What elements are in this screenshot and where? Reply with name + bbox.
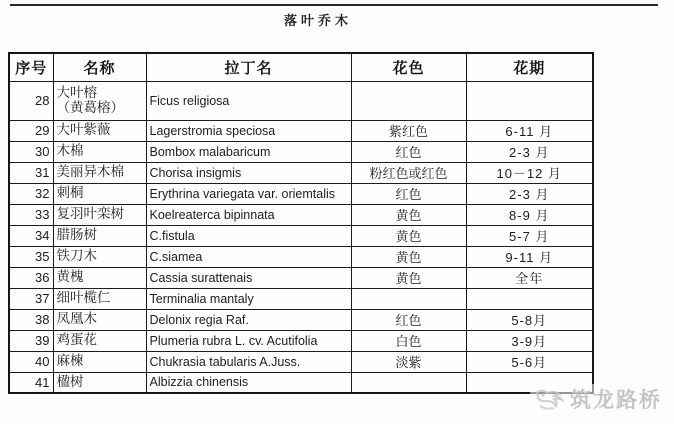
table-row: [9, 246, 593, 267]
row-number: 33: [9, 204, 53, 225]
plant-name-line1: 麻楝: [56, 353, 84, 369]
flower-period: 2-3 月: [466, 183, 593, 204]
flower-period: 全年: [466, 267, 593, 288]
table-row: [9, 162, 593, 183]
latin-name: C.siamea: [146, 246, 351, 267]
table-row: [9, 120, 593, 141]
table-row: [9, 225, 593, 246]
flower-color: 红色: [351, 309, 466, 330]
plant-name-line1: 铁刀木: [56, 248, 97, 264]
plant-name: [53, 267, 146, 288]
row-number: 41: [9, 372, 53, 393]
plant-table: [8, 52, 594, 394]
flower-period: 5-6月: [466, 351, 593, 372]
flower-color: 黄色: [351, 204, 466, 225]
column-header: 花色: [351, 53, 466, 81]
plant-name-line1: 美丽异木棉: [56, 164, 124, 180]
row-number: 36: [9, 267, 53, 288]
top-divider: [10, 4, 658, 6]
plant-name: [53, 330, 146, 351]
row-number: 28: [9, 81, 53, 120]
flower-period: 10－12 月: [466, 162, 593, 183]
plant-name-line1: 凤凰木: [56, 311, 97, 327]
table-row: [9, 372, 593, 393]
plant-name-line2: （黄葛榕）: [56, 99, 124, 115]
table-row: [9, 351, 593, 372]
plant-name-line1: 腊肠树: [56, 227, 97, 243]
row-number: 39: [9, 330, 53, 351]
latin-name: Albizzia chinensis: [146, 372, 351, 393]
table-row: [9, 330, 593, 351]
row-number: 37: [9, 288, 53, 309]
plant-name-line1: 鸡蛋花: [56, 332, 97, 348]
flower-period: 3-9月: [466, 330, 593, 351]
watermark-text: 筑龙路桥: [570, 389, 662, 412]
flower-color: 黄色: [351, 267, 466, 288]
latin-name: Chorisa insigmis: [146, 162, 351, 183]
column-header: 花期: [466, 53, 593, 81]
flower-color: 紫红色: [351, 120, 466, 141]
flower-color: 白色: [351, 330, 466, 351]
plant-name-line1: 黄槐: [56, 269, 84, 285]
column-header: 序号: [9, 53, 53, 81]
column-header: 名称: [53, 53, 146, 81]
latin-name: Plumeria rubra L. cv. Acutifolia: [146, 330, 351, 351]
latin-name: Delonix regia Raf.: [146, 309, 351, 330]
plant-name: [53, 183, 146, 204]
flower-color: [351, 288, 466, 309]
row-number: 30: [9, 141, 53, 162]
flower-color: 淡紫: [351, 351, 466, 372]
flower-color: 粉红色或红色: [351, 162, 466, 183]
plant-name-line1: 复羽叶栾树: [56, 206, 124, 222]
row-number: 35: [9, 246, 53, 267]
plant-name: [53, 141, 146, 162]
flower-period: [466, 81, 593, 120]
row-number: 32: [9, 183, 53, 204]
flower-color: 红色: [351, 183, 466, 204]
latin-name: Ficus religiosa: [146, 81, 351, 120]
flower-period: 5-7 月: [466, 225, 593, 246]
flower-period: 8-9 月: [466, 204, 593, 225]
latin-name: Cassia surattenais: [146, 267, 351, 288]
plant-name: [53, 162, 146, 183]
page-title: 落叶乔木: [283, 13, 352, 28]
plant-name: [53, 81, 146, 120]
latin-name: Lagerstromia speciosa: [146, 120, 351, 141]
watermark: [530, 384, 662, 414]
flower-period: 6-11 月: [466, 120, 593, 141]
latin-name: Erythrina variegata var. oriemtalis: [146, 183, 351, 204]
row-number: 38: [9, 309, 53, 330]
row-number: 31: [9, 162, 53, 183]
flower-color: 黄色: [351, 225, 466, 246]
latin-name: Chukrasia tabularis A.Juss.: [146, 351, 351, 372]
row-number: 34: [9, 225, 53, 246]
plant-name: [53, 246, 146, 267]
table-row: [9, 141, 593, 162]
latin-name: Terminalia mantaly: [146, 288, 351, 309]
flower-period: 9-11 月: [466, 246, 593, 267]
plant-name-line1: 楹树: [56, 374, 84, 390]
plant-name: [53, 372, 146, 393]
plant-name: [53, 120, 146, 141]
flower-period: [466, 288, 593, 309]
flower-color: 黄色: [351, 246, 466, 267]
plant-name: [53, 351, 146, 372]
row-number: 40: [9, 351, 53, 372]
latin-name: Bombox malabaricum: [146, 141, 351, 162]
plant-name: [53, 225, 146, 246]
plant-name-line1: 细叶榄仁: [56, 290, 111, 306]
plant-name: [53, 309, 146, 330]
flower-period: 2-3 月: [466, 141, 593, 162]
flower-color: [351, 372, 466, 393]
latin-name: Koelreaterca bipinnata: [146, 204, 351, 225]
row-number: 29: [9, 120, 53, 141]
column-header: 拉丁名: [146, 53, 351, 81]
flower-color: [351, 81, 466, 120]
plant-name: [53, 204, 146, 225]
table-body: [9, 81, 593, 393]
latin-name: C.fistula: [146, 225, 351, 246]
table-header-row: [9, 53, 593, 81]
plant-name-line1: 大叶紫薇: [56, 122, 111, 138]
plant-name: [53, 288, 146, 309]
plant-name-line1: 大叶榕: [56, 85, 97, 101]
table-row: [9, 183, 593, 204]
flower-period: 5-8月: [466, 309, 593, 330]
table-row: [9, 309, 593, 330]
plant-name-line1: 刺桐: [56, 185, 84, 201]
table-row: [9, 204, 593, 225]
table-row: [9, 288, 593, 309]
flower-color: 红色: [351, 141, 466, 162]
table-row: [9, 81, 593, 120]
table-row: [9, 267, 593, 288]
zhulong-logo-icon: [532, 386, 566, 412]
plant-name-line1: 木棉: [56, 143, 84, 159]
